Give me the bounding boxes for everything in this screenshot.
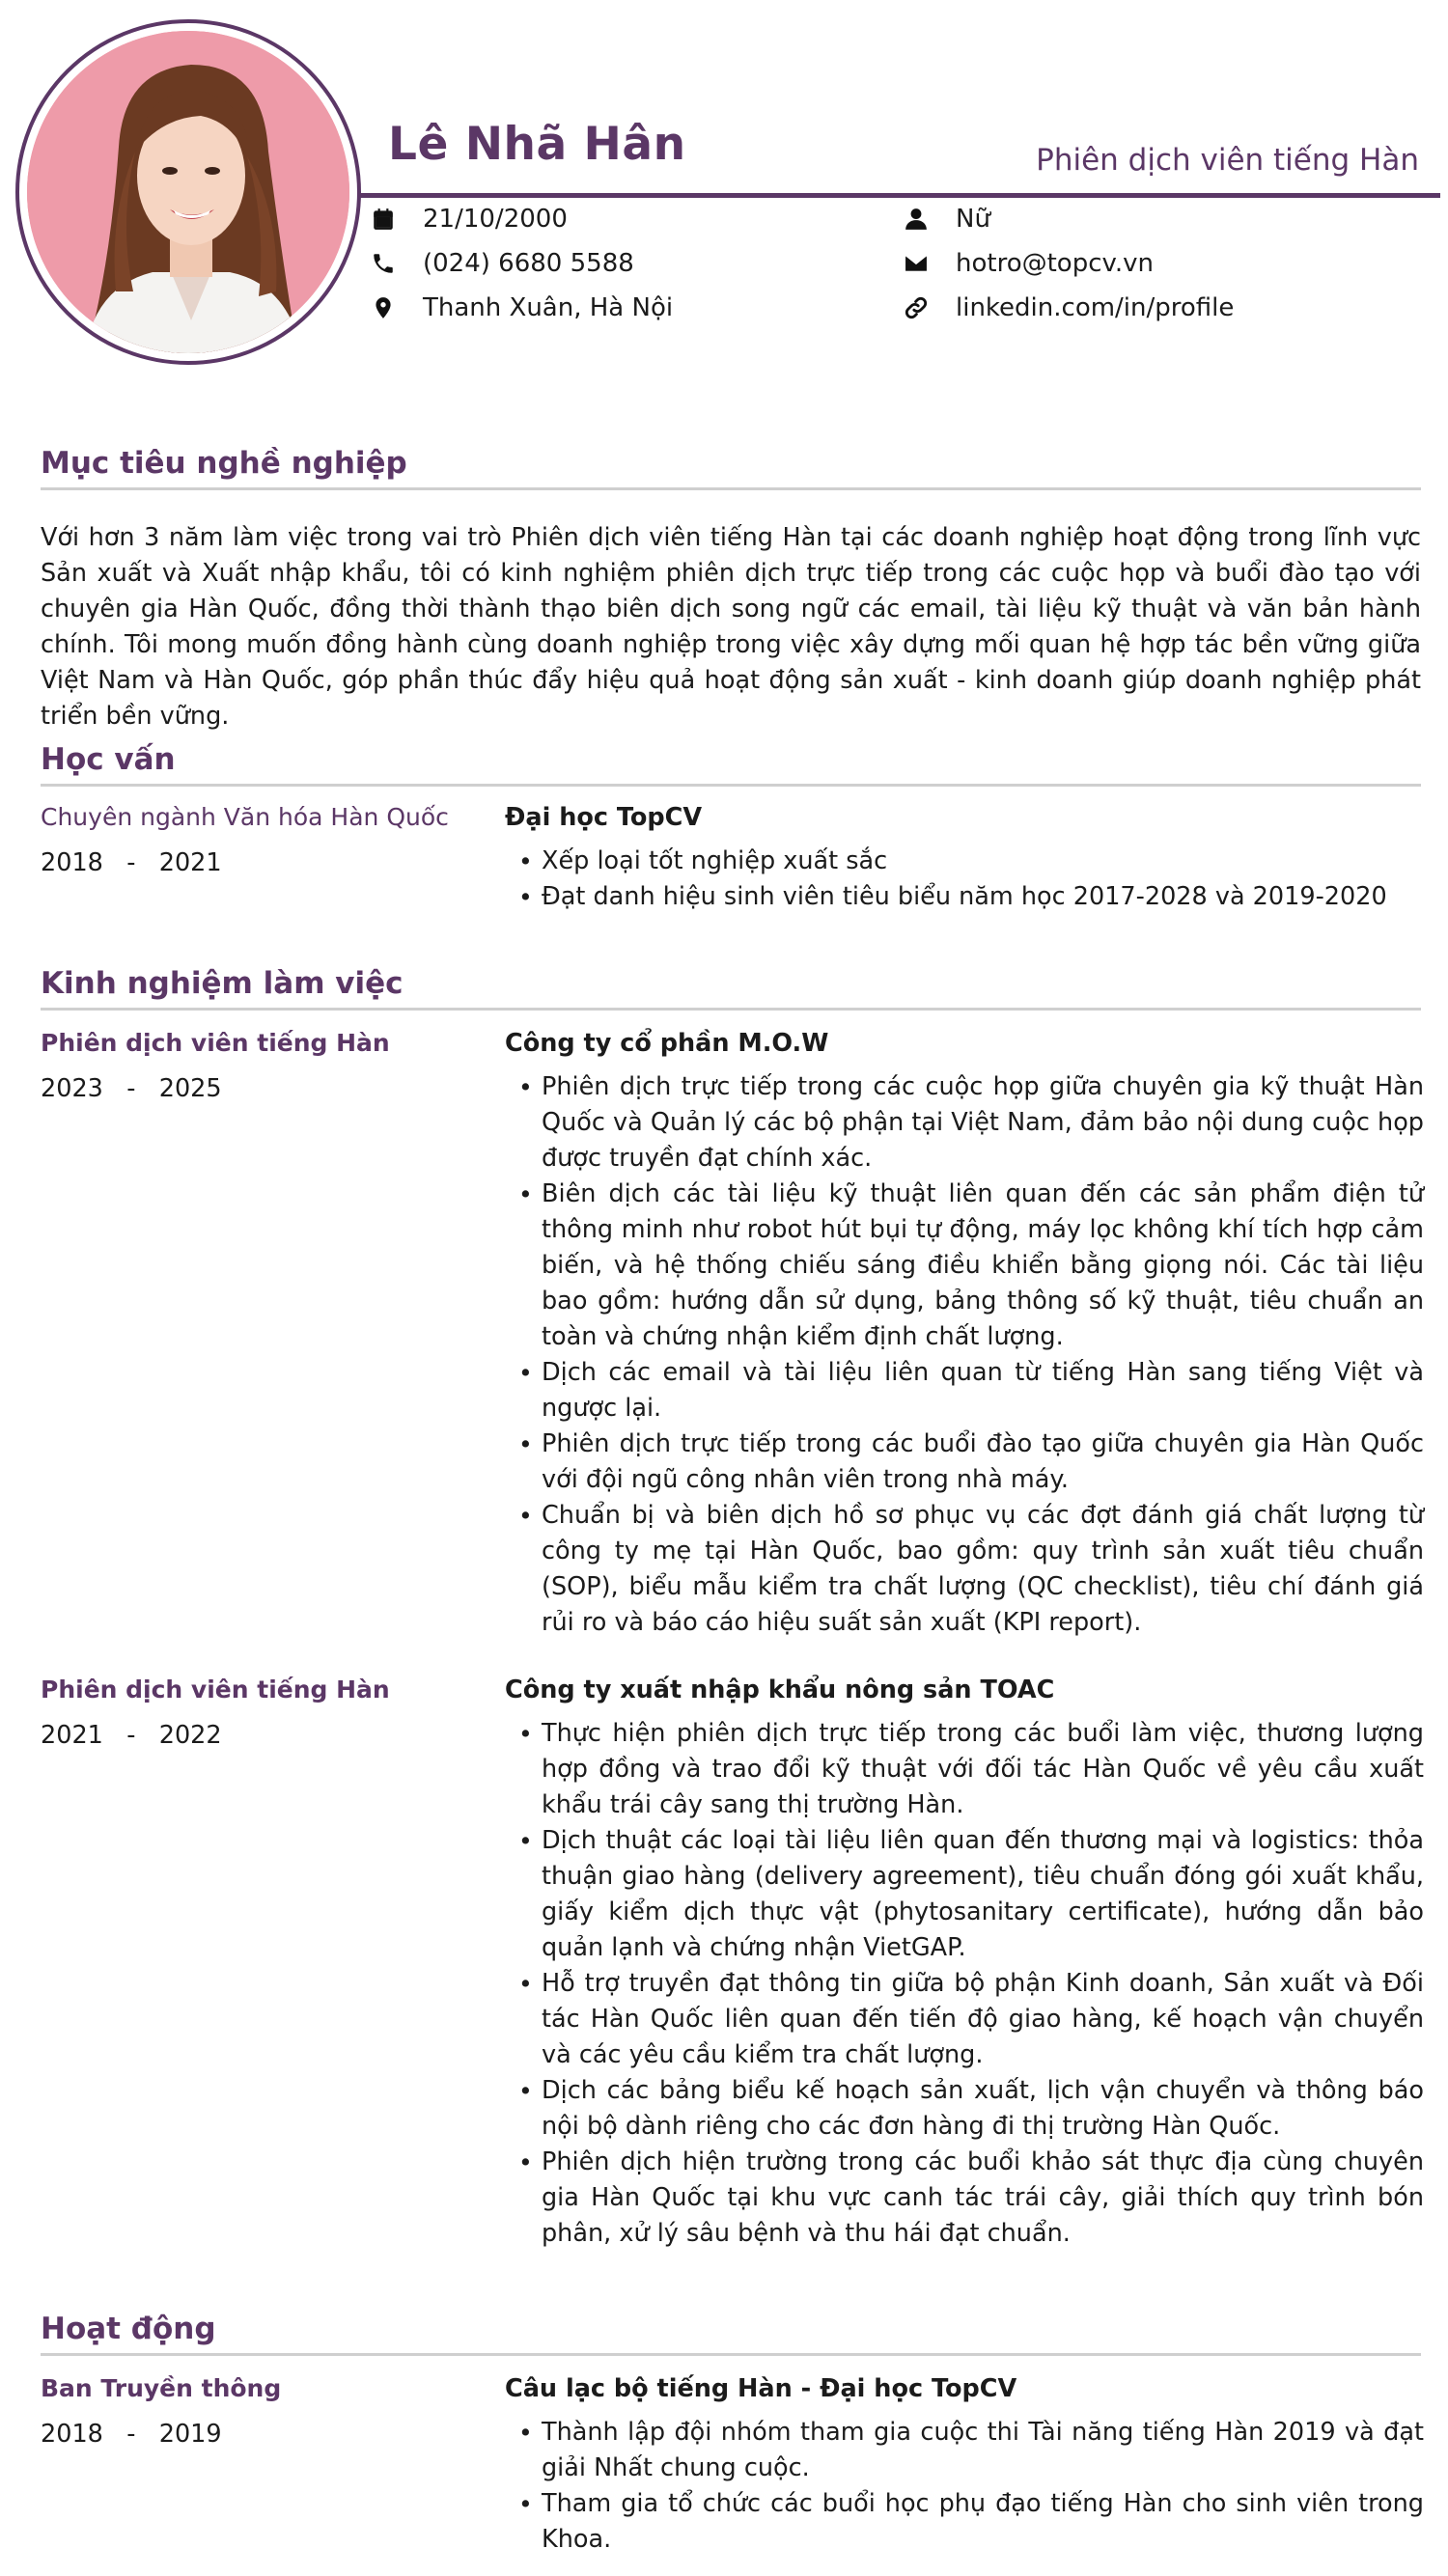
- education-divider: [41, 784, 1421, 787]
- phone-icon: [369, 249, 398, 278]
- header-divider: [359, 193, 1440, 198]
- candidate-name: Lê Nhã Hân: [388, 118, 686, 171]
- list-item: • Dịch các email và tài liệu liên quan từ tiếng Hàn sang tiếng Việt và ngược lại.: [505, 1355, 1424, 1426]
- education-title: Học vấn: [41, 742, 176, 777]
- map-pin-icon: [369, 293, 398, 322]
- calendar-icon: [369, 205, 398, 234]
- contact-email[interactable]: [902, 249, 1154, 278]
- education-major: Chuyên ngành Văn hóa Hàn Quốc: [41, 803, 449, 831]
- list-item: • Thực hiện phiên dịch trực tiếp trong các buổi làm việc, thương lượng hợp đồng và trao đổi kỹ thuật với đối tác Hàn Quốc về yêu cầu xuất khẩu trái cây sang thị trường Hàn.: [505, 1716, 1424, 1823]
- activities-divider: [41, 2353, 1421, 2356]
- contact-birthday: [369, 205, 568, 234]
- list-item: • Dịch thuật các loại tài liệu liên quan đến thương mại và logistics: thỏa thuận giao hàng (delivery agreement), tiêu chuẩn đóng gói xuất khẩu, giấy kiểm dịch thực vật (phytosanitary certificate), hướng dẫn bảo quản lạnh và chứng nhận VietGAP.: [505, 1823, 1424, 1966]
- user-icon: [902, 205, 931, 234]
- list-item: • Phiên dịch trực tiếp trong các buổi đào tạo giữa chuyên gia Hàn Quốc với đội ngũ công nhân viên trong nhà máy.: [505, 1426, 1424, 1498]
- list-item: • Phiên dịch hiện trường trong các buổi khảo sát thực địa cùng chuyên gia Hàn Quốc tại khu vực canh tác trái cây, giải thích quy trình bón phân, xử lý sâu bệnh và thu hái đạt chuẩn.: [505, 2145, 1424, 2252]
- job-2-bullets: [505, 1716, 1424, 2252]
- envelope-icon: [902, 249, 931, 278]
- contact-phone[interactable]: [369, 249, 634, 278]
- list-item: • Hỗ trợ truyền đạt thông tin giữa bộ phận Kinh doanh, Sản xuất và Đối tác Hàn Quốc liên quan đến tiến độ giao hàng, kế hoạch vận chuyển và các yêu cầu kiểm tra chất lượng.: [505, 1966, 1424, 2073]
- birthday-value: 21/10/2000: [423, 205, 568, 234]
- experience-title: Kinh nghiệm làm việc: [41, 966, 404, 1001]
- education-school: Đại học TopCV: [505, 803, 703, 832]
- job-1-dates: 2023 - 2025: [41, 1074, 222, 1103]
- list-item: • Tham gia tổ chức các buổi học phụ đạo tiếng Hàn cho sinh viên trong Khoa.: [505, 2486, 1424, 2558]
- list-item: • Thành lập đội nhóm tham gia cuộc thi Tài năng tiếng Hàn 2019 và đạt giải Nhất chung cuộc.: [505, 2415, 1424, 2486]
- link-icon: [902, 293, 931, 322]
- profile-photo: [27, 31, 349, 353]
- activity-org: Câu lạc bộ tiếng Hàn - Đại học TopCV: [505, 2374, 1017, 2403]
- job-2-dates: 2021 - 2022: [41, 1721, 222, 1750]
- contact-gender: [902, 205, 990, 234]
- list-item: • Đạt danh hiệu sinh viên tiêu biểu năm học 2017-2028 và 2019-2020: [505, 879, 1424, 915]
- activities-title: Hoạt động: [41, 2312, 216, 2346]
- experience-divider: [41, 1008, 1421, 1011]
- list-item: • Chuẩn bị và biên dịch hồ sơ phục vụ các đợt đánh giá chất lượng từ công ty mẹ tại Hàn Quốc, bao gồm: quy trình sản xuất tiêu chuẩn (SOP), biểu mẫu kiểm tra chất lượng (QC checklist), tiêu chí đánh giá rủi ro và báo cáo hiệu suất sản xuất (KPI report).: [505, 1498, 1424, 1641]
- person-portrait-icon: [27, 31, 349, 353]
- address-value: Thanh Xuân, Hà Nội: [423, 293, 674, 322]
- contact-address: [369, 293, 673, 322]
- activity-dates: 2018 - 2019: [41, 2420, 222, 2449]
- education-dates: 2018 - 2021: [41, 848, 222, 877]
- objective-title: Mục tiêu nghề nghiệp: [41, 446, 407, 481]
- gender-value: Nữ: [956, 205, 990, 234]
- list-item: • Xếp loại tốt nghiệp xuất sắc: [505, 844, 1424, 879]
- list-item: • Phiên dịch trực tiếp trong các cuộc họp giữa chuyên gia kỹ thuật Hàn Quốc và Quản lý các bộ phận tại Việt Nam, đảm bảo nội dung cuộc họp được truyền đạt chính xác.: [505, 1069, 1424, 1177]
- job-1-role: Phiên dịch viên tiếng Hàn: [41, 1029, 390, 1057]
- education-bullets: [505, 844, 1424, 915]
- job-2-company: Công ty xuất nhập khẩu nông sản TOAC: [505, 1676, 1055, 1704]
- job-1-company: Công ty cổ phần M.O.W: [505, 1029, 829, 1058]
- phone-value: (024) 6680 5588: [423, 249, 634, 278]
- objective-text: Với hơn 3 năm làm việc trong vai trò Phiên dịch viên tiếng Hàn tại các doanh nghiệp hoạt động trong lĩnh vực Sản xuất và Xuất nhập khẩu, tôi có kinh nghiệm phiên dịch trực tiếp trong các cuộc họp và buổi đào tạo với chuyên gia Hàn Quốc, đồng thời thành thạo biên dịch song ngữ các email, tài liệu kỹ thuật và văn bản hành chính. Tôi mong muốn đồng hành cùng doanh nghiệp trong việc xây dựng mối quan hệ hợp tác bền vững giữa Việt Nam và Hàn Quốc, góp phần thúc đẩy hiệu quả hoạt động sản xuất - kinh doanh giúp doanh nghiệp phát triển bền vững.: [41, 523, 1421, 731]
- job-title: Phiên dịch viên tiếng Hàn: [1036, 143, 1419, 178]
- list-item: • Dịch các bảng biểu kế hoạch sản xuất, lịch vận chuyển và thông báo nội bộ dành riêng cho các đơn hàng đi thị trường Hàn Quốc.: [505, 2073, 1424, 2145]
- list-item: • Biên dịch các tài liệu kỹ thuật liên quan đến các sản phẩm điện tử thông minh như robot hút bụi tự động, máy lọc không khí tích hợp cảm biến, và hệ thống chiếu sáng điều khiển bằng giọng nói. Các tài liệu bao gồm: hướng dẫn sử dụng, bảng thông số kỹ thuật, tiêu chuẩn an toàn và chứng nhận kiểm định chất lượng.: [505, 1177, 1424, 1355]
- profile-photo-frame: [15, 19, 361, 365]
- activity-bullets: [505, 2415, 1424, 2558]
- activity-role: Ban Truyền thông: [41, 2374, 282, 2402]
- job-2-role: Phiên dịch viên tiếng Hàn: [41, 1676, 390, 1703]
- job-1-bullets: [505, 1069, 1424, 1641]
- linkedin-value: linkedin.com/in/profile: [956, 293, 1235, 322]
- contact-linkedin[interactable]: [902, 293, 1234, 322]
- objective-divider: [41, 487, 1421, 490]
- email-value: hotro@topcv.vn: [956, 249, 1155, 278]
